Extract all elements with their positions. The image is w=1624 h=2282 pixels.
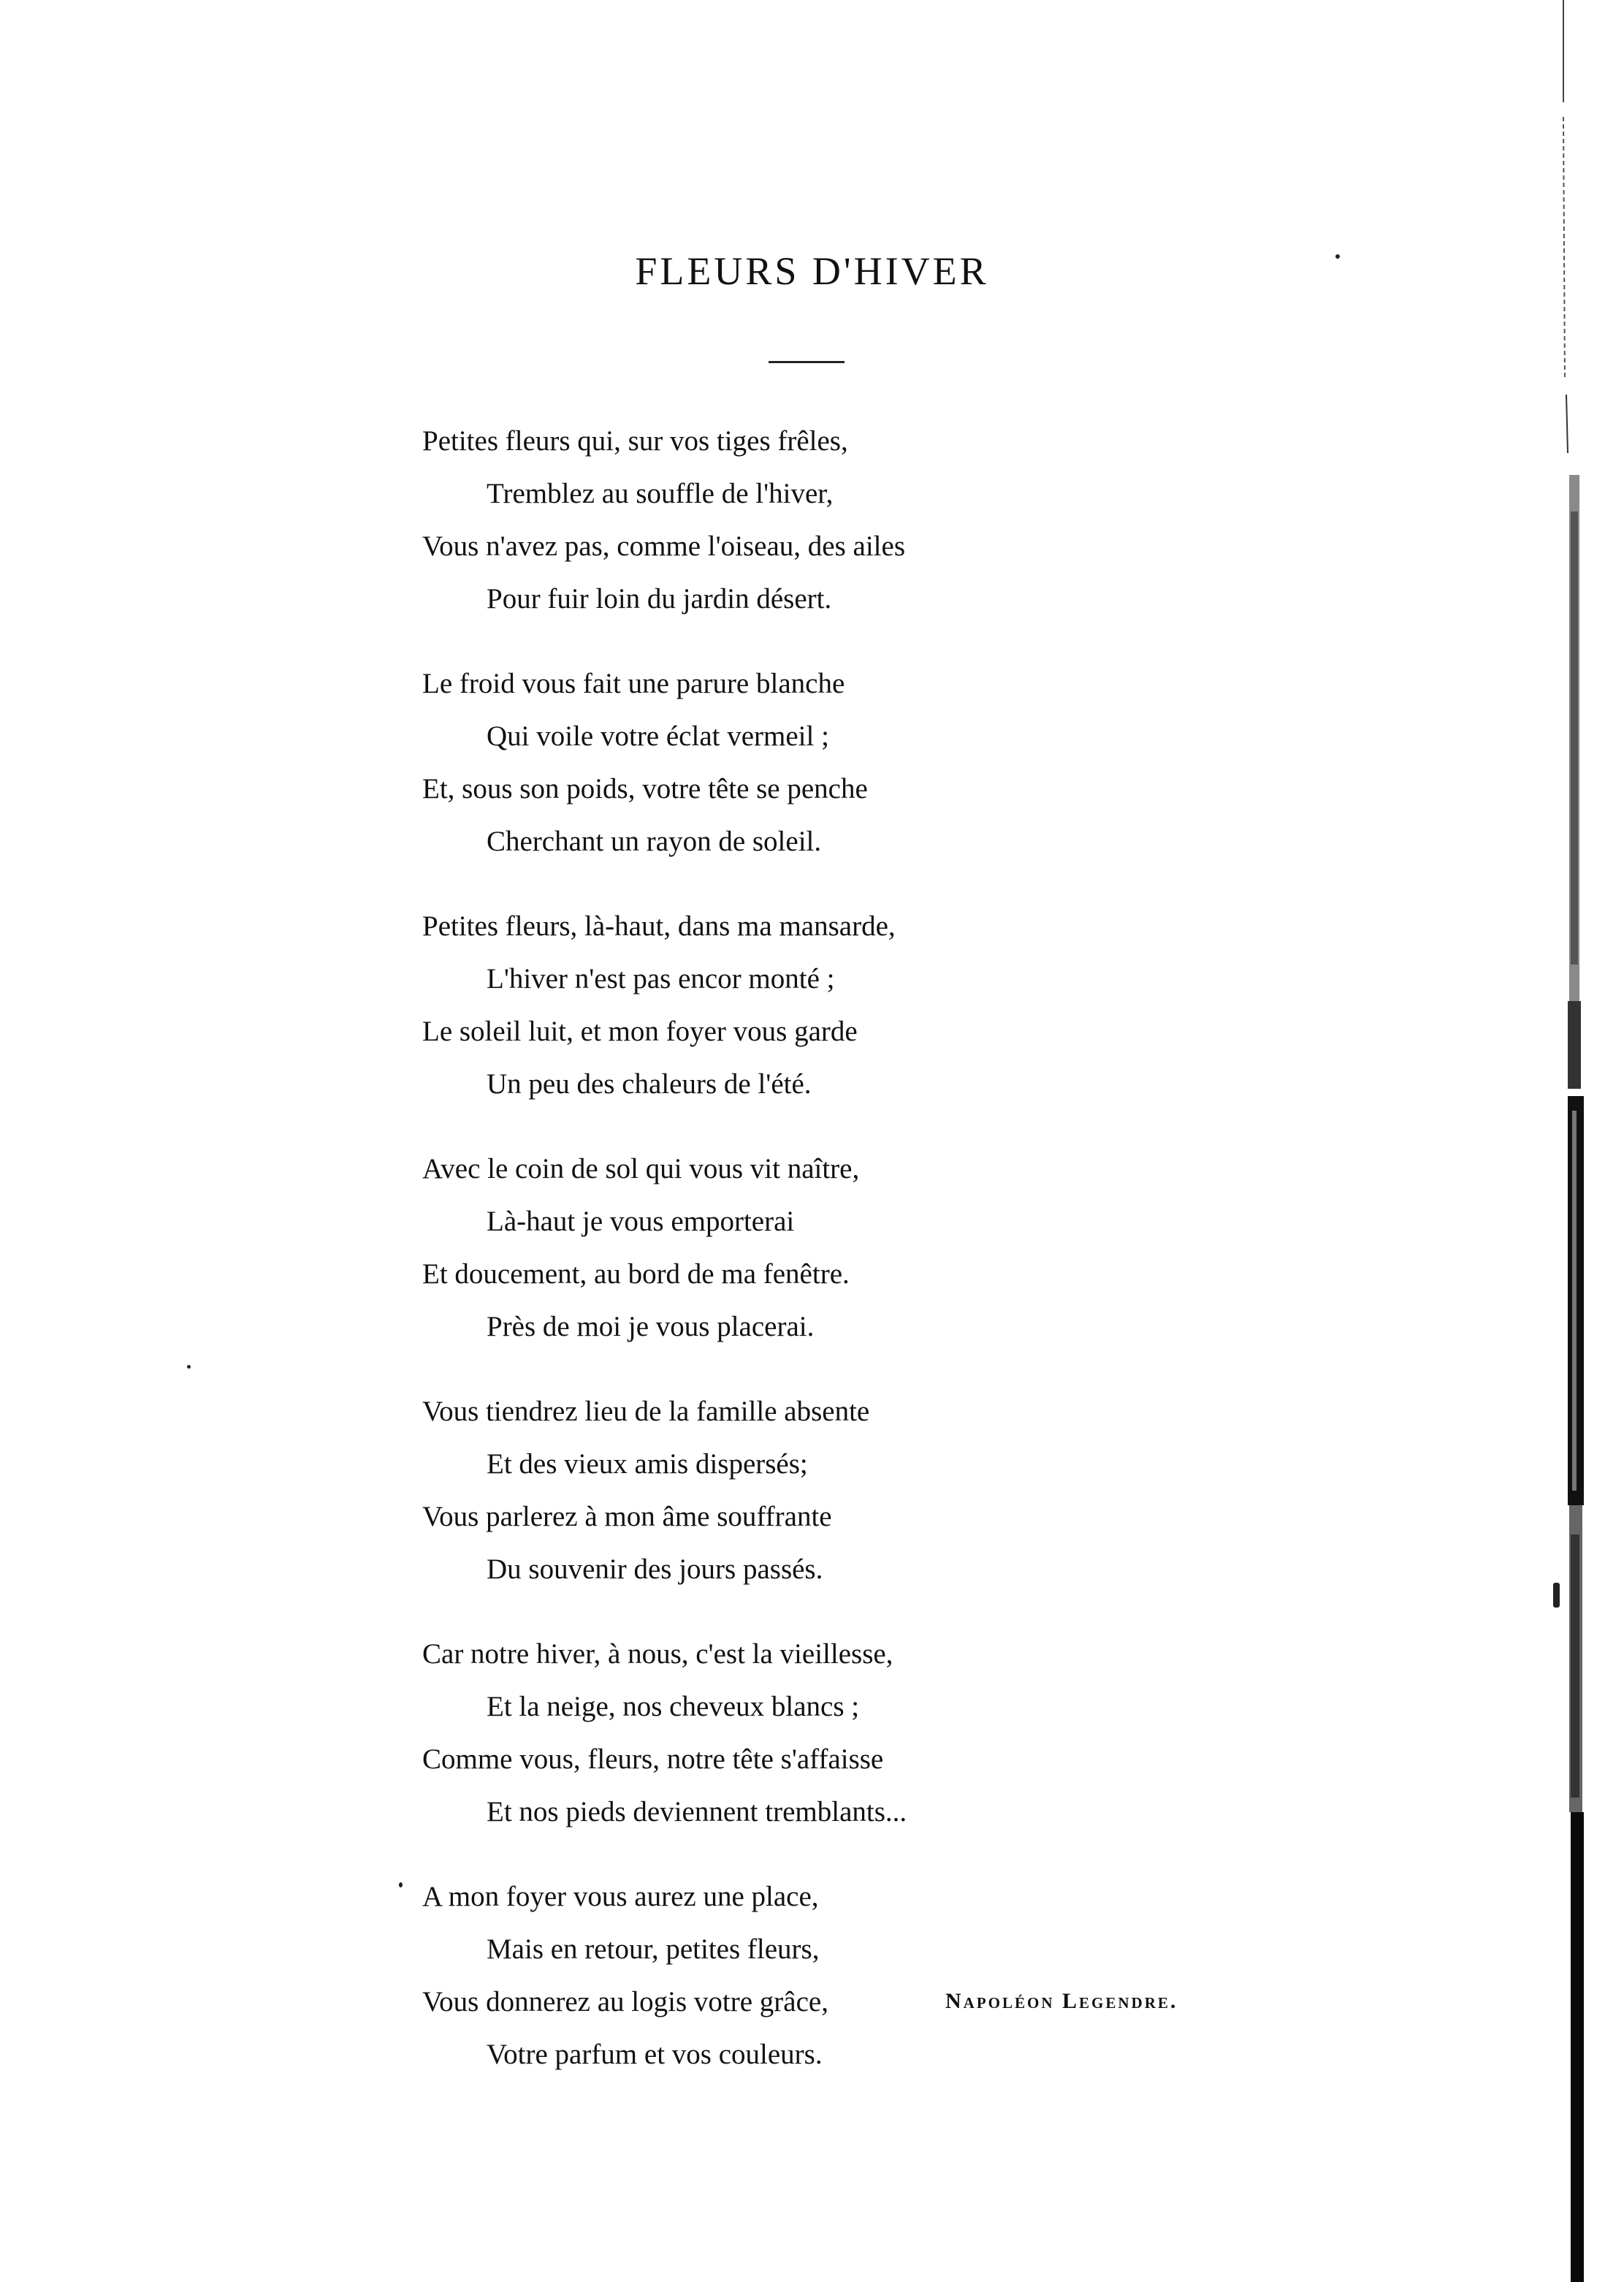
- stanza-4: [422, 1143, 1299, 1353]
- verse-line: Petites fleurs qui, sur vos tiges frêles,: [422, 425, 848, 457]
- stanza-6: [422, 1628, 1299, 1838]
- verse-line: Mais en retour, petites fleurs,: [487, 1933, 820, 1965]
- verse-line: Vous tiendrez lieu de la famille absente: [422, 1396, 870, 1427]
- verse-line: Du souvenir des jours passés.: [487, 1553, 823, 1585]
- author-signature: Napoléon Legendre.: [945, 1989, 1178, 2013]
- verse-line: Et nos pieds deviennent tremblants...: [487, 1796, 907, 1827]
- verse-line: Tremblez au souffle de l'hiver,: [487, 478, 834, 509]
- verse-line: A mon foyer vous aurez une place,: [422, 1881, 819, 1912]
- verse-line: Petites fleurs, là-haut, dans ma mansarde,: [422, 910, 896, 942]
- verse-line: Le froid vous fait une parure blanche: [422, 668, 845, 699]
- verse-line: Là-haut je vous emporterai: [487, 1206, 795, 1237]
- stanza-7: [422, 1871, 1299, 2081]
- verse-line: Votre parfum et vos couleurs.: [487, 2039, 823, 2070]
- scan-speck: [187, 1365, 191, 1369]
- verse-line: Vous parlerez à mon âme souffrante: [422, 1501, 832, 1532]
- poem-body: [422, 415, 1299, 2113]
- stanza-1: [422, 415, 1299, 625]
- verse-line: Cherchant un rayon de soleil.: [487, 826, 822, 857]
- verse-line: Un peu des chaleurs de l'été.: [487, 1068, 812, 1100]
- binding-edge-graphic: [1559, 0, 1624, 2282]
- verse-line: Près de moi je vous placerai.: [487, 1311, 815, 1342]
- verse-line: Qui voile votre éclat vermeil ;: [487, 720, 829, 752]
- verse-line: Avec le coin de sol qui vous vit naître,: [422, 1153, 860, 1184]
- verse-line: Car notre hiver, à nous, c'est la vieillesse,: [422, 1638, 893, 1670]
- verse-line: Comme vous, fleurs, notre tête s'affaisse: [422, 1743, 884, 1775]
- verse-line: Le soleil luit, et mon foyer vous garde: [422, 1016, 858, 1047]
- stanza-3: [422, 900, 1299, 1111]
- stanza-5: [422, 1385, 1299, 1596]
- verse-line: Et doucement, au bord de ma fenêtre.: [422, 1258, 850, 1290]
- verse-line: Et, sous son poids, votre tête se penche: [422, 773, 868, 805]
- verse-line: Pour fuir loin du jardin désert.: [487, 583, 832, 615]
- poem-title: FLEURS D'HIVER: [635, 249, 989, 293]
- scan-speck: [399, 1882, 403, 1887]
- verse-line: L'hiver n'est pas encor monté ;: [487, 963, 835, 994]
- verse-line: Vous n'avez pas, comme l'oiseau, des ailes: [422, 530, 906, 562]
- scan-speck: [1335, 254, 1340, 259]
- verse-line: Vous donnerez au logis votre grâce,: [422, 1986, 828, 2017]
- title-divider: [769, 361, 845, 363]
- stanza-2: [422, 658, 1299, 868]
- verse-line: Et la neige, nos cheveux blancs ;: [487, 1691, 860, 1722]
- verse-line: Et des vieux amis dispersés;: [487, 1448, 808, 1480]
- binding-edge: [1559, 0, 1624, 2282]
